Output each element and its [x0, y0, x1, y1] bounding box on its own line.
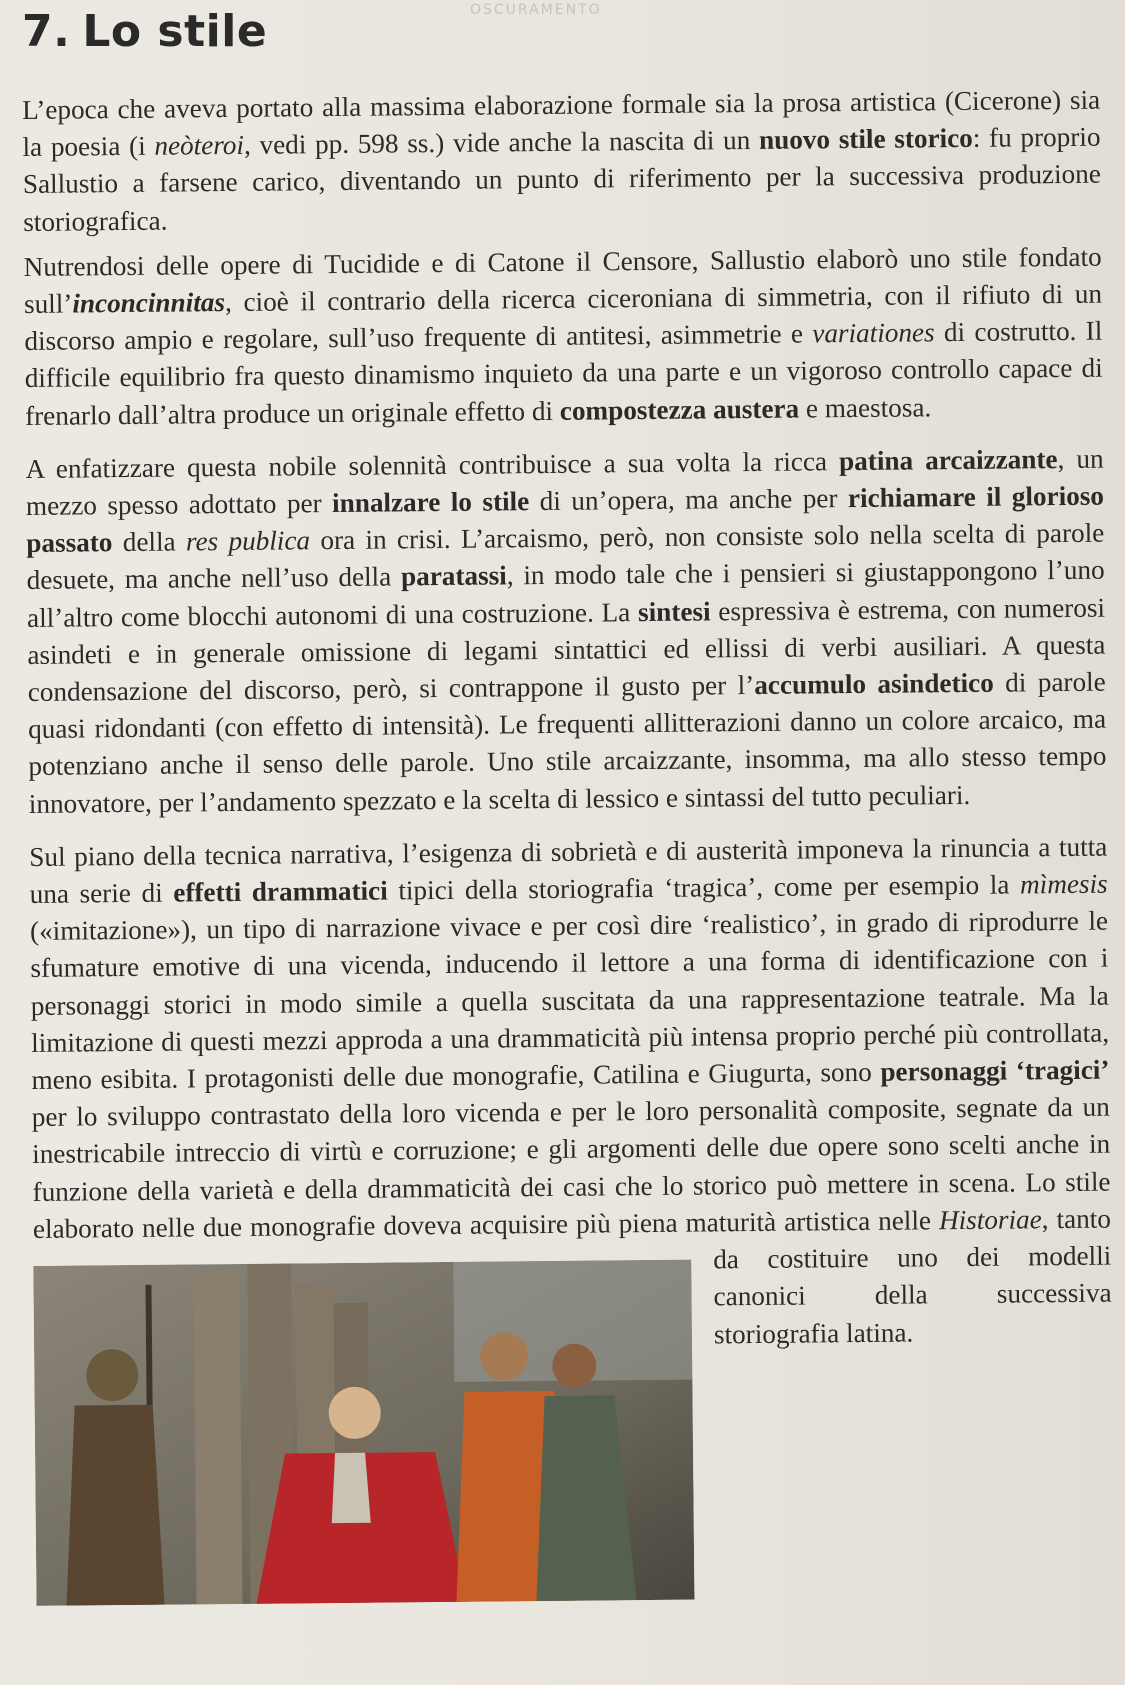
section-heading — [22, 6, 267, 57]
bleed-through-text: OSCURAMENTO — [470, 2, 602, 18]
paragraph-4: Sul piano della tecnica narrativa, l’esigenza di sobrietà e di austerità imponeva la rinuncia a tutta una serie di effetti drammatici tipici della storiografia ‘tragica’, come per esempio la mìmesis («imitazione»), un tipo di narrazione vivace e per così dire ‘realistico’, in grado di riprodurre le sfumature emotive di una vicenda, inducendo il lettore a una forma di identificazione con i personaggi storici in modo simile a quella suscitata da una rappresentazione teatrale. Ma la limitazione di questi mezzi approda a una drammaticità più intensa proprio perché più controllata, meno esibita. I protagonisti delle due monografie, Catilina e Giugurta, sono personaggi ‘tragici’ per lo sviluppo contrastato della loro vicenda e per le loro personalità composite, segnate da un inestricabile intreccio di virtù e corruzione; e gli argomenti delle due opere sono scelti anche in funzione della varietà e della drammaticità dei casi che lo storico può mettere in scena. Lo stile elaborato nelle due monografie doveva acquisire più piena maturità artistica nelle Historiae, tanto da costituire uno dei modelli canonici della successiva storiografia latina. — [29, 828, 1112, 1359]
paragraph-2: Nutrendosi delle opere di Tucidide e di Catone il Censore, Sallustio elaborò uno stile fondato sull’inconcinnitas, cioè il contrario della ricerca ciceroniana di simmetria, con il rifiuto di un discorso ampio e regolare, sull’uso frequente di antitesi, asimmetrie e variationes di costrutto. Il difficile equilibrio fra questo dinamismo inquieto da una parte e un vigoroso controllo capace di frenarlo dall’altra produce un originale effetto di compostezza austera e maestosa. — [23, 241, 1103, 431]
painting-figure — [33, 1260, 694, 1594]
body-text — [22, 82, 1114, 1594]
section-number: 7. — [22, 6, 71, 57]
paragraph-3: A enfatizzare questa nobile solennità contribuisce a sua volta la ricca patina arcaizzante, un mezzo spesso adottato per innalzare lo stile di un’opera, ma anche per richiamare il glorioso passato della res publica ora in crisi. L’arcaismo, però, non consiste solo nella scelta di parole desuete, ma anche nell’uso della paratassi, in modo tale che i pensieri si giustappongono l’uno all’altro come blocchi autonomi di una costruzione. La sintesi espressiva è estrema, con numerosi asindeti e in generale omissione di legami sintattici ed ellissi di verbi ausiliari. A questa condensazione del discorso, però, si contrappone il gusto per l’accumulo asindetico di parole quasi ridondanti (con effetto di intensità). Le frequenti allitterazioni danno un colore arcaico, ma potenziano anche il senso delle parole. Uno stile arcaizzante, insomma, ma allo stesso tempo innovatore, per l’andamento spezzato e la scelta di lessico e sintassi del tutto peculiari. — [25, 443, 1107, 819]
paragraph-1: L’epoca che aveva portato alla massima elaborazione formale sia la prosa artistica (Cicerone) sia la poesia (i neòteroi, vedi pp. 598 ss.) vide anche la nascita di un nuovo stile storico: fu proprio Sallustio a farsene carico, diventando un punto di riferimento per la successiva produzione storiografica. — [22, 84, 1101, 237]
section-title: Lo stile — [82, 6, 268, 57]
painting-illustration-icon — [33, 1260, 694, 1606]
